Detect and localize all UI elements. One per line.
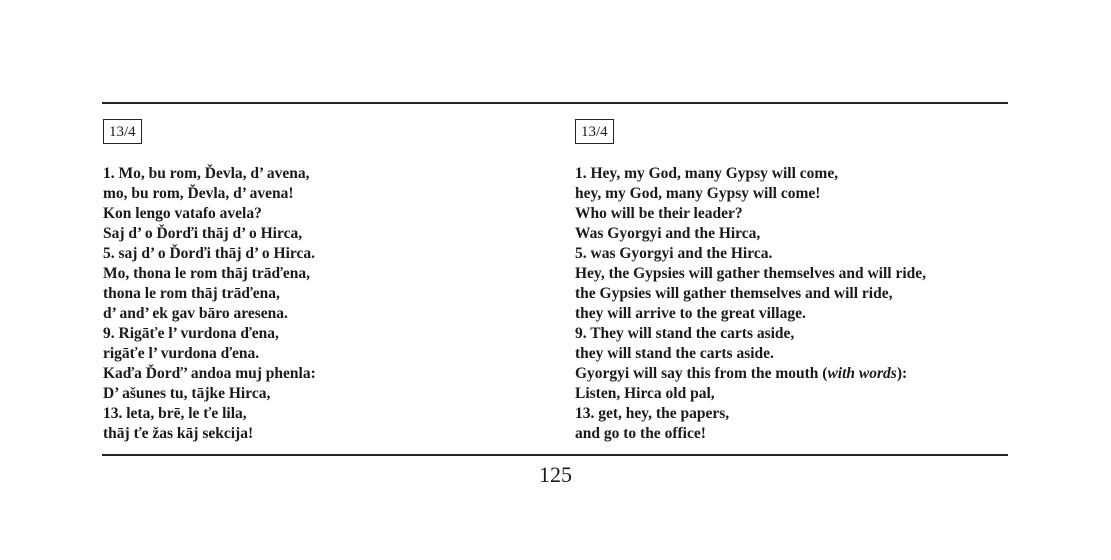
verse-line: Who will be their leader?	[575, 205, 743, 222]
verse-line: 5. was Gyorgyi and the Hirca.	[575, 245, 773, 262]
song-number-label: 13/4	[103, 119, 142, 144]
song-number-label: 13/4	[575, 119, 614, 144]
translated-verse	[575, 164, 926, 444]
verse-line: rigāťe l’ vurdona ďena.	[103, 345, 260, 362]
verse-line: 5. saj d’ o Ďorďi thāj d’ o Hirca.	[103, 245, 315, 262]
top-rule	[102, 102, 1008, 104]
verse-line: Saj d’ o Ďorďi thāj d’ o Hirca,	[103, 225, 303, 242]
translation-column	[575, 119, 926, 444]
verse-line: Kon lengo vatafo avela?	[103, 205, 262, 222]
verse-line: 9. They will stand the carts aside,	[575, 325, 795, 342]
bottom-rule	[102, 454, 1008, 456]
verse-line: Listen, Hirca old pal,	[575, 385, 715, 402]
verse-line: Kaďa Ďorď’ andoa muj phenla:	[103, 365, 316, 382]
verse-line: 13. get, hey, the papers,	[575, 405, 730, 422]
verse-line: Hey, the Gypsies will gather themselves and will ride,	[575, 265, 927, 282]
page-number: 125	[539, 462, 572, 487]
verse-line: thona le rom thāj trāďena,	[103, 285, 280, 302]
verse-line: d’ and’ ek gav bāro aresena.	[103, 305, 288, 322]
original-verse	[103, 164, 316, 444]
verse-line: thāj ťe žas kāj sekcija!	[103, 425, 254, 442]
verse-line: they will stand the carts aside.	[575, 345, 774, 362]
original-text-column	[103, 119, 316, 444]
verse-line-head: Gyorgyi will say this from the mouth (	[575, 365, 828, 382]
verse-line: and go to the office!	[575, 425, 706, 442]
italic-phrase: with words	[827, 365, 897, 382]
verse-line: Mo, thona le rom thāj trāďena,	[103, 265, 310, 282]
verse-line: the Gypsies will gather themselves and will ride,	[575, 285, 893, 302]
verse-line: 13. leta, brē, le ťe lila,	[103, 405, 247, 422]
verse-line-with-italic	[575, 364, 926, 384]
verse-line: D’ ašunes tu, tājke Hirca,	[103, 385, 271, 402]
verse-line: 1. Mo, bu rom, Ďevla, d’ avena,	[103, 165, 310, 182]
verse-line: 1. Hey, my God, many Gypsy will come,	[575, 165, 839, 182]
verse-line-tail: ):	[896, 365, 908, 382]
verse-line: 9. Rigāťe l’ vurdona ďena,	[103, 325, 279, 342]
verse-line: mo, bu rom, Ďevla, d’ avena!	[103, 185, 294, 202]
verse-line: they will arrive to the great village.	[575, 305, 806, 322]
verse-line: Was Gyorgyi and the Hirca,	[575, 225, 761, 242]
verse-line: hey, my God, many Gypsy will come!	[575, 185, 821, 202]
